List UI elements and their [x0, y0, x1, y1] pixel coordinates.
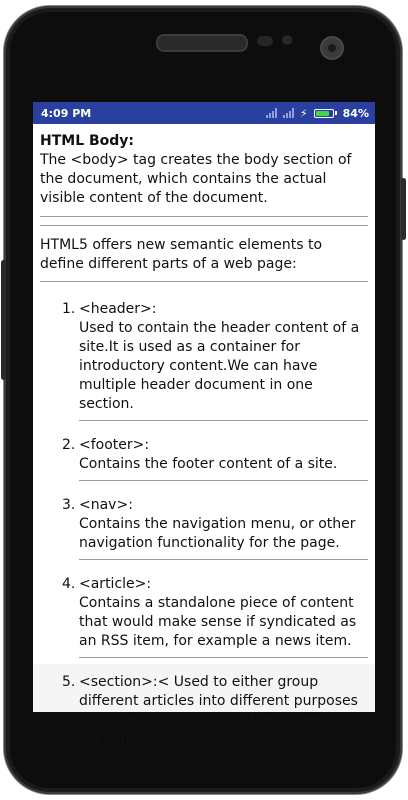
list-number: 1. — [62, 301, 76, 317]
list-item — [62, 436, 368, 474]
list-number: 4. — [62, 576, 76, 592]
screen — [33, 102, 375, 747]
divider — [79, 420, 368, 421]
signal-icon — [266, 108, 277, 118]
power-button[interactable] — [401, 178, 406, 240]
divider — [40, 281, 368, 282]
divider — [79, 480, 368, 481]
divider — [40, 216, 368, 217]
list-item — [62, 575, 368, 651]
list-item-description: Contains a standalone piece of content that would make sense if syndicated as an RSS item, for example a news item. — [79, 595, 357, 649]
status-time: 4:09 PM — [41, 106, 92, 120]
intro-text: HTML5 offers new semantic elements to define different parts of a web page: — [40, 237, 323, 272]
divider — [79, 657, 368, 658]
section-title: HTML Body: — [40, 133, 135, 149]
list-item-description: Contains the navigation menu, or other navigation functionality for the page. — [79, 516, 356, 551]
charging-bolt-icon: ⚡ — [299, 106, 308, 120]
battery-percent: 84% — [342, 106, 369, 120]
list-number: 5. — [62, 674, 76, 690]
list-number: 2. — [62, 437, 76, 453]
divider — [79, 559, 368, 560]
status-icons — [266, 107, 369, 120]
signal-icon — [283, 108, 294, 118]
light-sensor — [282, 35, 292, 45]
list-item — [62, 673, 368, 749]
semantic-elements-list — [40, 300, 368, 749]
volume-button[interactable] — [1, 260, 6, 380]
list-item — [62, 496, 368, 553]
list-item-description: Contains the footer content of a site. — [79, 456, 338, 472]
list-item-description: <section>:< Used to either group different articles into different purposes or subjects, or to define the different sections of a — [79, 674, 358, 747]
list-item — [62, 300, 368, 414]
list-item-tag: <footer>: — [79, 437, 150, 453]
list-number: 3. — [62, 497, 76, 513]
battery-icon — [314, 109, 337, 118]
list-item-tag: <nav>: — [79, 497, 133, 513]
status-bar — [33, 102, 375, 124]
list-item-description: Used to contain the header content of a site.It is used as a container for introductory content.We can have multiple header document in one section. — [79, 320, 360, 412]
article-content[interactable] — [33, 124, 375, 747]
list-item-tag: <header>: — [79, 301, 157, 317]
front-camera-icon — [320, 36, 344, 60]
proximity-sensor — [257, 36, 273, 46]
body-description: The <body> tag creates the body section of the document, which contains the actual visible content of the document. — [40, 152, 352, 206]
divider — [40, 225, 368, 226]
list-item-tag: <article>: — [79, 576, 152, 592]
earpiece-speaker — [156, 34, 248, 52]
